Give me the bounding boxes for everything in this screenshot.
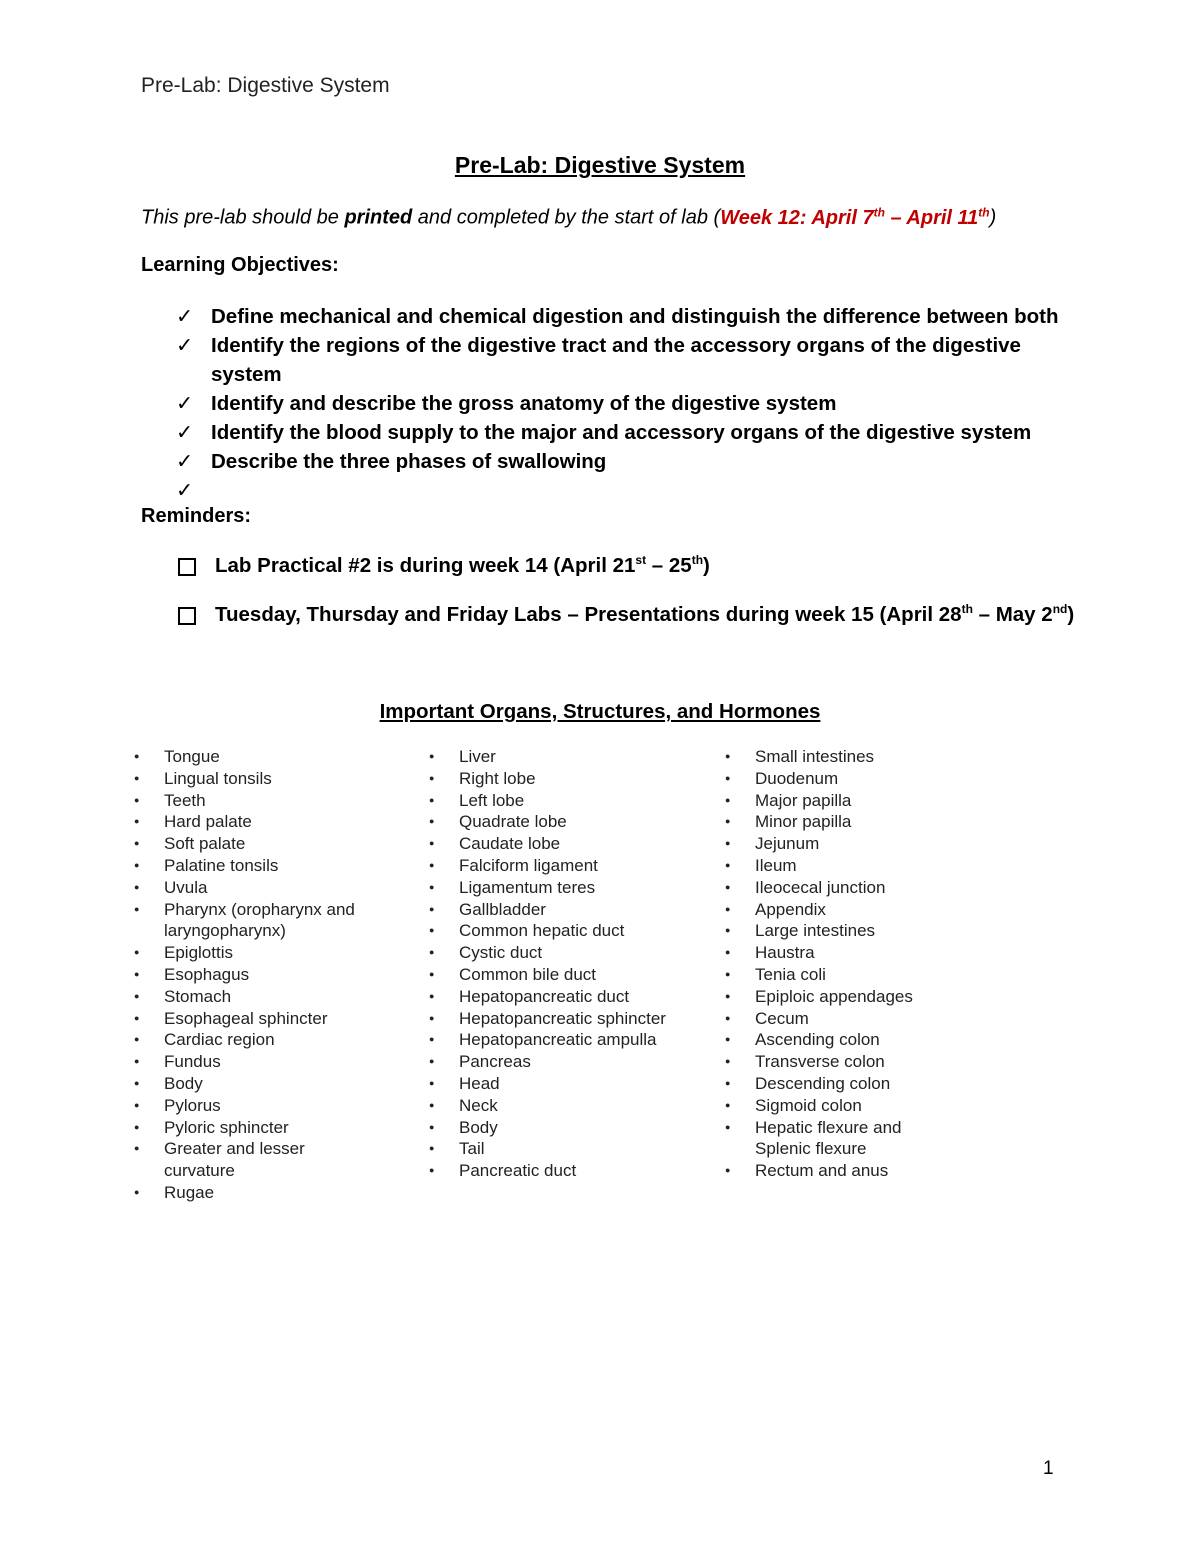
intro-line (141, 205, 996, 230)
reminder-item (176, 602, 1074, 627)
list-item: ● Stomach (131, 986, 376, 1008)
list-item: ● Ileum (722, 855, 942, 877)
reminder-item (176, 553, 710, 578)
objective-text: Identify and describe the gross anatomy of the digestive system (211, 392, 837, 415)
organs-column-1 (131, 746, 376, 1204)
list-item: ● Left lobe (426, 790, 686, 812)
week-end: – April 11 (884, 206, 979, 229)
list-item: ● Descending colon (722, 1073, 942, 1095)
list-item: ● Hepatopancreatic sphincter (426, 1008, 686, 1030)
objective-item (176, 418, 1076, 447)
intro-week-range (720, 207, 989, 229)
list-item: ● Liver (426, 746, 686, 768)
list-item: ● Greater and lesser curvature (131, 1138, 376, 1182)
organs-section-title: Important Organs, Structures, and Hormones (379, 700, 821, 723)
week-start: Week 12: April 7 (720, 206, 874, 229)
list-item: ● Pylorus (131, 1095, 376, 1117)
objectives-list (176, 302, 1076, 505)
list-item: ● Head (426, 1073, 686, 1095)
objective-text: Identify the regions of the digestive tract and the accessory organs of the digestive system (211, 334, 1021, 386)
list-item: ● Falciform ligament (426, 855, 686, 877)
list-item: ● Uvula (131, 877, 376, 899)
list-item: ● Pyloric sphincter (131, 1117, 376, 1139)
list-item: ● Fundus (131, 1051, 376, 1073)
list-item: ● Esophagus (131, 964, 376, 986)
checkbox-icon (178, 558, 196, 576)
organs-column-3 (722, 746, 942, 1182)
list-item: ● Epiglottis (131, 942, 376, 964)
week-start-suffix: th (873, 205, 885, 219)
objective-text: Identify the blood supply to the major and accessory organs of the digestive system (211, 421, 1032, 444)
list-item: ● Soft palate (131, 833, 376, 855)
list-item: ● Hepatopancreatic ampulla (426, 1029, 686, 1051)
page-header: Pre-Lab: Digestive System (141, 74, 390, 97)
list-item: ● Duodenum (722, 768, 942, 790)
list-item: ● Lingual tonsils (131, 768, 376, 790)
intro-text-1: This pre-lab should be (141, 206, 345, 229)
list-item: ● Palatine tonsils (131, 855, 376, 877)
list-item: ● Ascending colon (722, 1029, 942, 1051)
list-item: ● Major papilla (722, 790, 942, 812)
list-item: ● Pancreas (426, 1051, 686, 1073)
organs-column-2 (426, 746, 686, 1182)
list-item: ● Jejunum (722, 833, 942, 855)
list-item: ● Ligamentum teres (426, 877, 686, 899)
page-title: Pre-Lab: Digestive System (454, 152, 746, 178)
reminders-heading: Reminders: (141, 505, 252, 527)
list-item: ● Tongue (131, 746, 376, 768)
list-item: ● Cecum (722, 1008, 942, 1030)
list-item: ● Minor papilla (722, 811, 942, 833)
list-item: ● Esophageal sphincter (131, 1008, 376, 1030)
list-item: ● Rugae (131, 1182, 376, 1204)
list-item: ● Quadrate lobe (426, 811, 686, 833)
list-item: ● Transverse colon (722, 1051, 942, 1073)
intro-bold-word: printed (344, 206, 413, 229)
list-item: ● Gallbladder (426, 899, 686, 921)
organ-list (426, 746, 686, 1182)
list-item: ● Teeth (131, 790, 376, 812)
check-icon: ✓ (176, 421, 194, 444)
objective-item (176, 476, 1076, 505)
objective-text: Define mechanical and chemical digestion and distinguish the difference between both (211, 305, 1059, 328)
objective-text: Describe the three phases of swallowing (211, 450, 607, 473)
list-item: ● Body (426, 1117, 686, 1139)
objective-item (176, 389, 1076, 418)
page-number: 1 (1043, 1458, 1054, 1479)
check-icon: ✓ (176, 450, 194, 473)
list-item: ● Pancreatic duct (426, 1160, 686, 1182)
list-item: ● Large intestines (722, 920, 942, 942)
list-item: ● Body (131, 1073, 376, 1095)
list-item: ● Hepatic flexure and Splenic flexure (722, 1117, 942, 1161)
reminder-text: Tuesday, Thursday and Friday Labs – Presentations during week 15 (April 28th – May 2nd) (215, 602, 1075, 626)
list-item: ● Tenia coli (722, 964, 942, 986)
reminder-text: Lab Practical #2 is during week 14 (April 21st – 25th) (215, 553, 710, 577)
organ-list (722, 746, 942, 1182)
list-item: ● Tail (426, 1138, 686, 1160)
check-icon: ✓ (176, 334, 194, 357)
list-item: ● Cystic duct (426, 942, 686, 964)
list-item: ● Sigmoid colon (722, 1095, 942, 1117)
objectives-heading: Learning Objectives: (141, 254, 339, 276)
objective-item (176, 447, 1076, 476)
list-item: ● Common bile duct (426, 964, 686, 986)
list-item: ● Epiploic appendages (722, 986, 942, 1008)
intro-text-3: ) (989, 206, 997, 229)
list-item: ● Ileocecal junction (722, 877, 942, 899)
objective-item (176, 331, 1076, 389)
list-item: ● Right lobe (426, 768, 686, 790)
list-item: ● Appendix (722, 899, 942, 921)
list-item: ● Neck (426, 1095, 686, 1117)
check-icon: ✓ (176, 392, 194, 415)
check-icon: ✓ (176, 479, 194, 502)
check-icon: ✓ (176, 305, 194, 328)
checkbox-icon (178, 607, 196, 625)
organ-list (131, 746, 376, 1204)
list-item: ● Rectum and anus (722, 1160, 942, 1182)
list-item: ● Haustra (722, 942, 942, 964)
list-item: ● Hepatopancreatic duct (426, 986, 686, 1008)
list-item: ● Hard palate (131, 811, 376, 833)
list-item: ● Cardiac region (131, 1029, 376, 1051)
intro-text-2: and completed by the start of lab ( (412, 206, 721, 229)
list-item: ● Caudate lobe (426, 833, 686, 855)
list-item: ● Pharynx (oropharynx and laryngopharynx) (131, 899, 376, 943)
list-item: ● Small intestines (722, 746, 942, 768)
week-end-suffix: th (978, 205, 990, 219)
objective-item (176, 302, 1076, 331)
list-item: ● Common hepatic duct (426, 920, 686, 942)
